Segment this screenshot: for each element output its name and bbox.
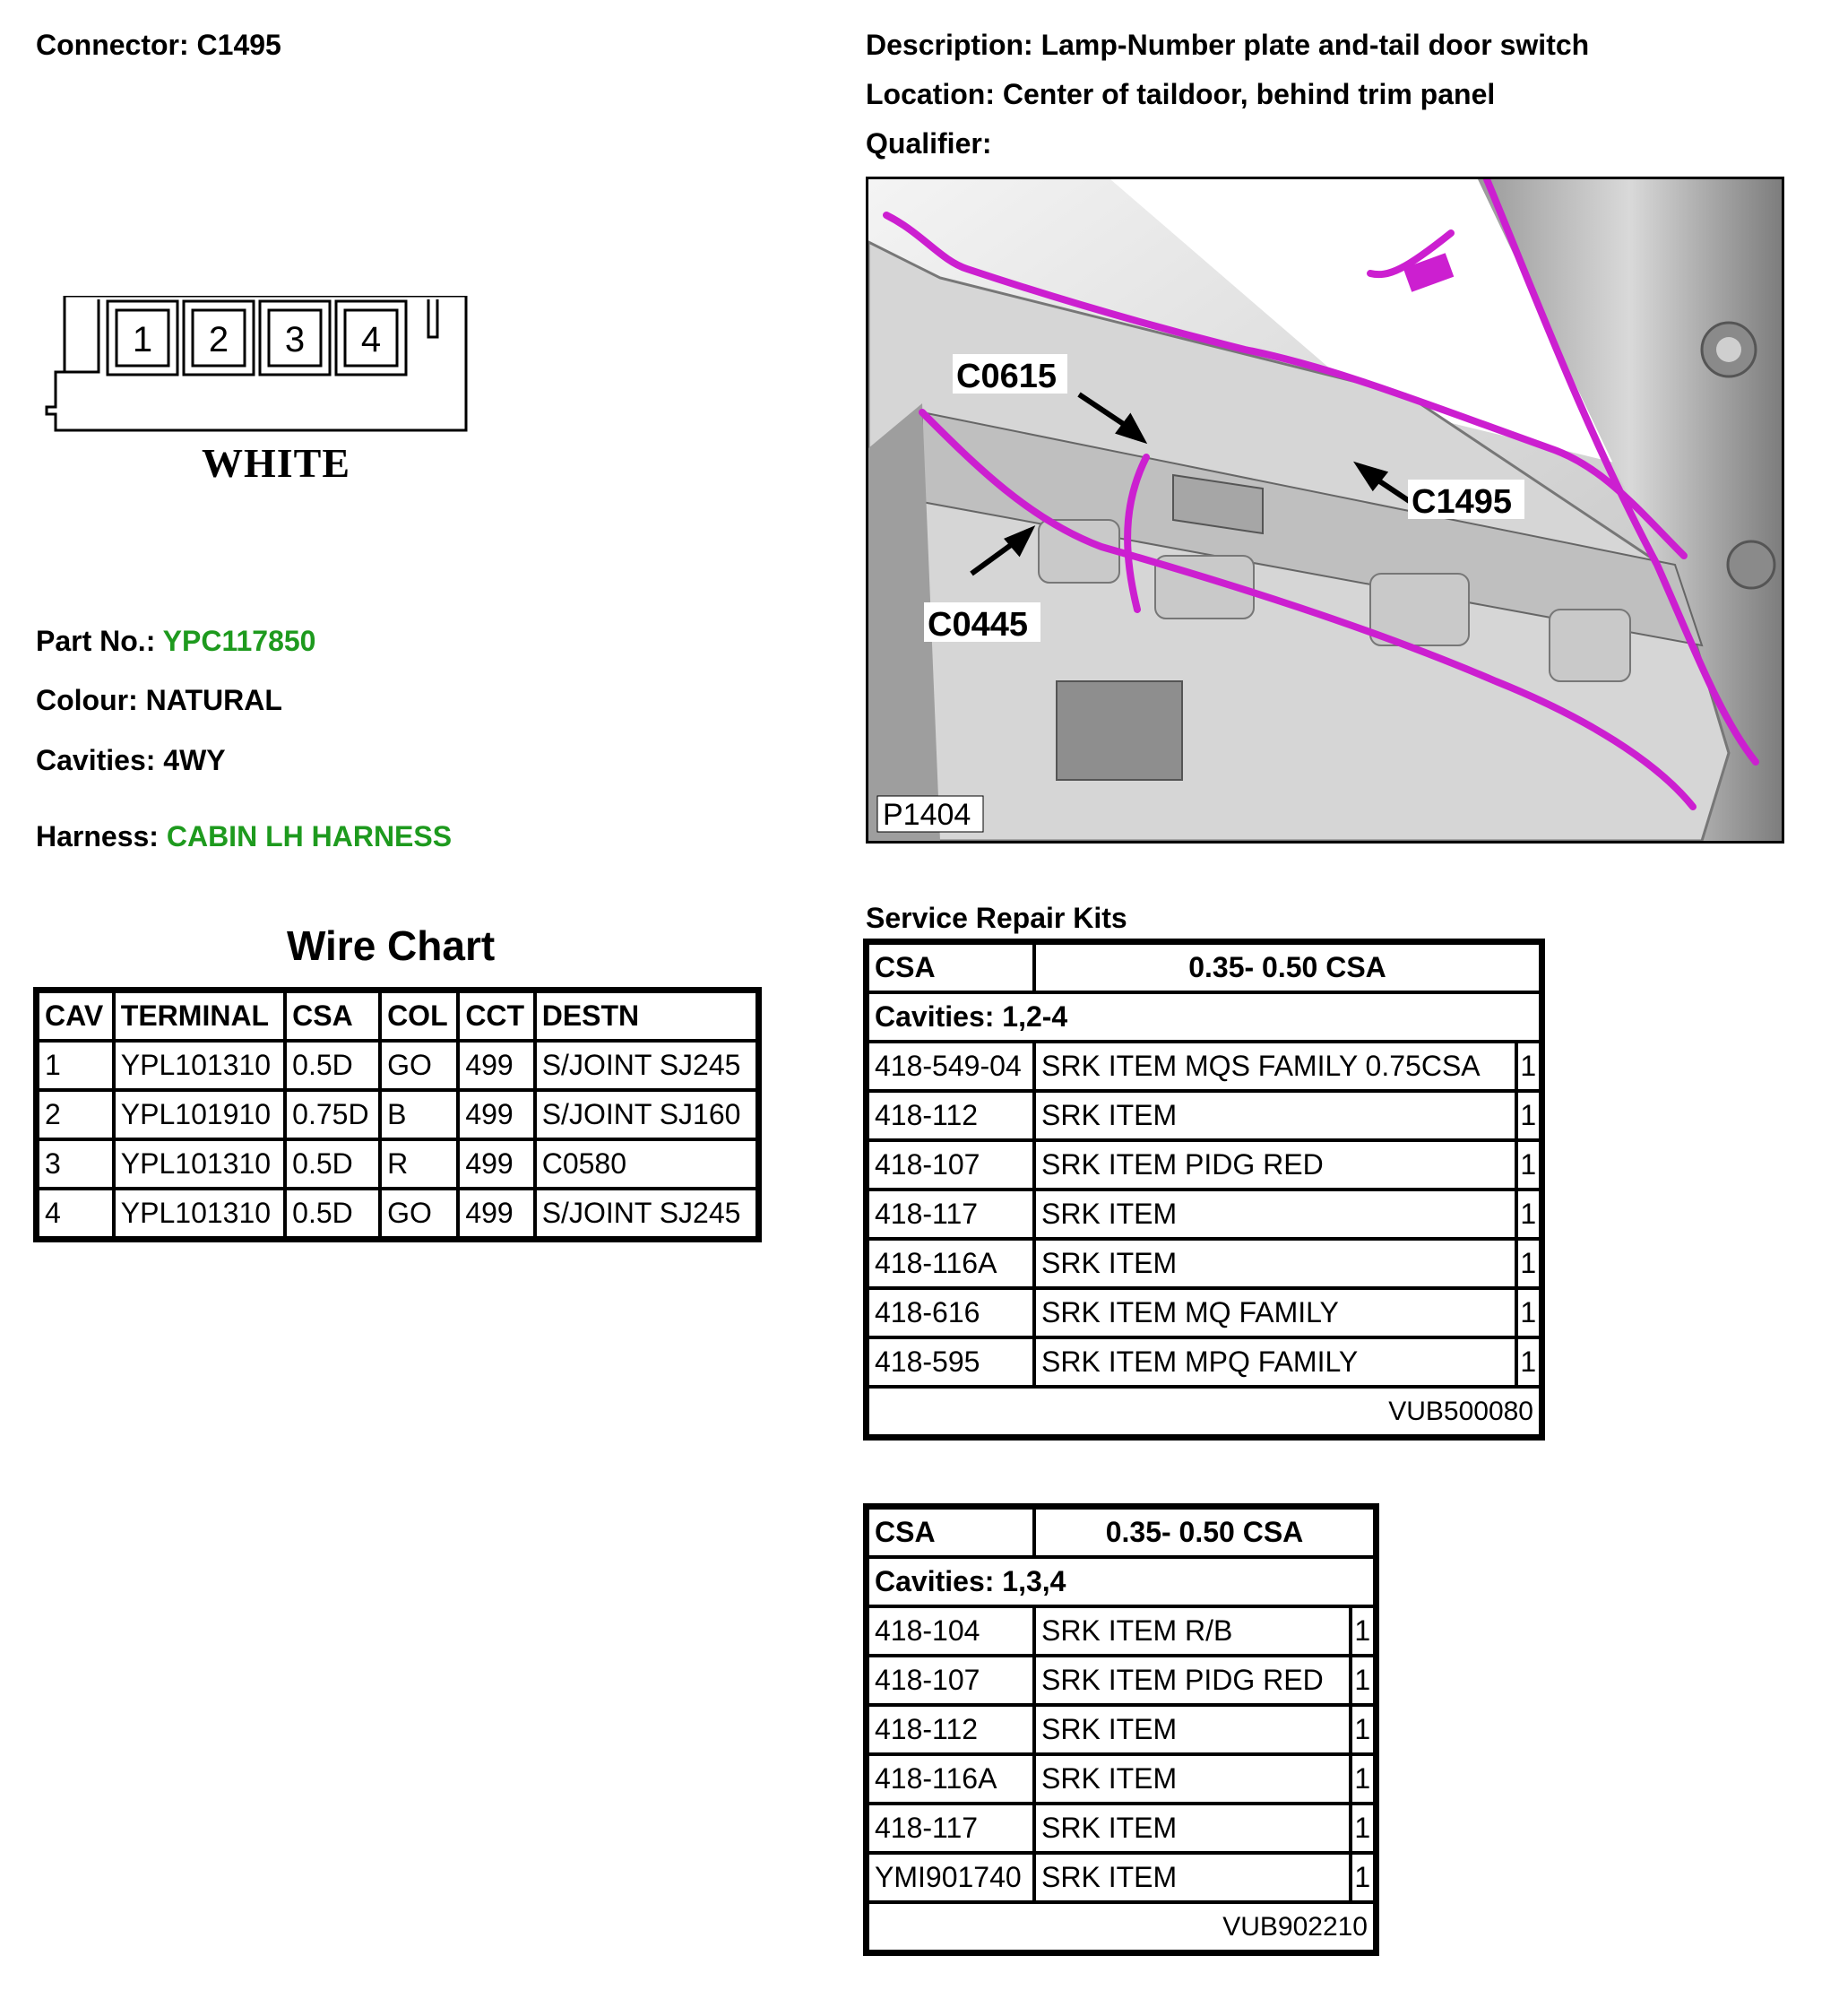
cell: S/JOINT SJ245 <box>535 1189 757 1238</box>
pin-4-label: 4 <box>360 320 382 359</box>
kit-header-row <box>868 943 1541 992</box>
kit-part-no: 418-116A <box>868 1754 1034 1804</box>
cavities-line <box>36 744 226 777</box>
kit-item-qty: 1 <box>1516 1190 1541 1239</box>
cell: 0.75D <box>285 1090 380 1139</box>
table-row <box>38 1139 757 1189</box>
colour-line <box>36 684 282 717</box>
kit-item-qty: 1 <box>1516 1091 1541 1140</box>
cell: 0.5D <box>285 1139 380 1189</box>
repair-kit-table-2 <box>866 1506 1377 1953</box>
table-row <box>38 1041 757 1090</box>
kit-part-no: 418-117 <box>868 1190 1034 1239</box>
cell: YPL101310 <box>114 1139 285 1189</box>
cell: S/JOINT SJ160 <box>535 1090 757 1139</box>
kit-part-no: 418-104 <box>868 1606 1034 1656</box>
table-row <box>868 1190 1541 1239</box>
table-row <box>868 1804 1375 1853</box>
location-value: Center of taildoor, behind trim panel <box>1002 78 1496 110</box>
kit-item-qty: 1 <box>1516 1288 1541 1337</box>
colour-value: NATURAL <box>145 684 282 716</box>
connector-id: C1495 <box>196 29 281 61</box>
table-row <box>38 1189 757 1238</box>
location-photo <box>866 177 1784 844</box>
connector-title <box>36 29 281 62</box>
col-terminal: TERMINAL <box>114 991 285 1041</box>
callout-c0615: C0615 <box>956 358 1057 395</box>
pin-2-label: 2 <box>208 320 229 359</box>
cell: 4 <box>38 1189 114 1238</box>
kit-item-qty: 1 <box>1516 1337 1541 1387</box>
kit-cavities: Cavities: 1,2-4 <box>868 992 1541 1042</box>
table-row <box>868 1606 1375 1656</box>
cell: 499 <box>458 1090 534 1139</box>
cell: YPL101310 <box>114 1041 285 1090</box>
connector-color-label: WHITE <box>202 440 351 486</box>
cell: GO <box>380 1041 458 1090</box>
kit-code: VUB902210 <box>868 1902 1375 1951</box>
taildoor-illustration <box>868 179 1782 841</box>
kit-item-desc: SRK ITEM R/B <box>1034 1606 1351 1656</box>
kit-item-qty: 1 <box>1351 1656 1376 1705</box>
colour-label: Colour: <box>36 684 138 716</box>
col-cct: CCT <box>458 991 534 1041</box>
kit-item-qty: 1 <box>1516 1042 1541 1091</box>
callout-c1495: C1495 <box>1412 483 1512 521</box>
cell: 499 <box>458 1041 534 1090</box>
kit-cavities-row <box>868 1557 1375 1606</box>
part-no-value: YPC117850 <box>162 625 316 657</box>
harness-label: Harness: <box>36 820 159 852</box>
cell: YPL101310 <box>114 1189 285 1238</box>
kit-item-qty: 1 <box>1351 1705 1376 1754</box>
part-no-label: Part No.: <box>36 625 156 657</box>
kit-part-no: 418-616 <box>868 1288 1034 1337</box>
kit-item-desc: SRK ITEM <box>1034 1705 1351 1754</box>
kit-cavities-row <box>868 992 1541 1042</box>
kit-item-desc: SRK ITEM <box>1034 1190 1516 1239</box>
col-csa: CSA <box>285 991 380 1041</box>
kit-item-qty: 1 <box>1516 1239 1541 1288</box>
kit-item-desc: SRK ITEM <box>1034 1853 1351 1902</box>
kit-cavities: Cavities: 1,3,4 <box>868 1557 1375 1606</box>
csa-range: 0.35- 0.50 CSA <box>1034 943 1541 992</box>
kit-part-no: 418-107 <box>868 1140 1034 1190</box>
kit-item-qty: 1 <box>1351 1754 1376 1804</box>
kit-part-no: 418-112 <box>868 1091 1034 1140</box>
kit-part-no: YMI901740 <box>868 1853 1034 1902</box>
kit-part-no: 418-117 <box>868 1804 1034 1853</box>
kit-item-desc: SRK ITEM <box>1034 1754 1351 1804</box>
col-cav: CAV <box>38 991 114 1041</box>
kit-item-qty: 1 <box>1516 1140 1541 1190</box>
table-row <box>868 1754 1375 1804</box>
location-line <box>866 78 1495 111</box>
part-no-line <box>36 625 315 658</box>
kit-item-desc: SRK ITEM <box>1034 1804 1351 1853</box>
cell: 1 <box>38 1041 114 1090</box>
cell: 0.5D <box>285 1189 380 1238</box>
cell: 499 <box>458 1189 534 1238</box>
harness-value: CABIN LH HARNESS <box>166 820 453 852</box>
kit-code-row <box>868 1902 1375 1951</box>
kit-item-qty: 1 <box>1351 1804 1376 1853</box>
photo-ref: P1404 <box>883 798 971 832</box>
kit-item-desc: SRK ITEM <box>1034 1091 1516 1140</box>
kit-item-desc: SRK ITEM MQ FAMILY <box>1034 1288 1516 1337</box>
description-line <box>866 29 1589 62</box>
kit-item-desc: SRK ITEM PIDG RED <box>1034 1140 1516 1190</box>
pin-1-label: 1 <box>132 320 153 359</box>
table-row <box>868 1656 1375 1705</box>
table-row <box>868 1239 1541 1288</box>
csa-range: 0.35- 0.50 CSA <box>1034 1508 1375 1557</box>
cell: C0580 <box>535 1139 757 1189</box>
repair-kit-table-1 <box>866 941 1542 1438</box>
cell: B <box>380 1090 458 1139</box>
kit-item-desc: SRK ITEM <box>1034 1239 1516 1288</box>
kit-part-no: 418-116A <box>868 1239 1034 1288</box>
kit-code-row <box>868 1387 1541 1436</box>
harness-line <box>36 820 452 853</box>
csa-label: CSA <box>868 1508 1034 1557</box>
kit-item-qty: 1 <box>1351 1606 1376 1656</box>
table-row <box>868 1042 1541 1091</box>
wire-chart-table <box>36 990 759 1240</box>
kit-item-desc: SRK ITEM MQS FAMILY 0.75CSA <box>1034 1042 1516 1091</box>
callout-c0445: C0445 <box>928 606 1028 644</box>
kit-code: VUB500080 <box>868 1387 1541 1436</box>
cell: YPL101910 <box>114 1090 285 1139</box>
kit-item-qty: 1 <box>1351 1853 1376 1902</box>
wire-chart-title: Wire Chart <box>287 922 496 969</box>
cell: R <box>380 1139 458 1189</box>
kit-item-desc: SRK ITEM MPQ FAMILY <box>1034 1337 1516 1387</box>
kit-part-no: 418-112 <box>868 1705 1034 1754</box>
cavities-label: Cavities: <box>36 744 156 776</box>
cell: 2 <box>38 1090 114 1139</box>
service-repair-kits-title: Service Repair Kits <box>866 902 1127 934</box>
kit-item-desc: SRK ITEM PIDG RED <box>1034 1656 1351 1705</box>
cell: 499 <box>458 1139 534 1189</box>
kit-part-no: 418-107 <box>868 1656 1034 1705</box>
table-row <box>868 1091 1541 1140</box>
wire-chart-header-row <box>38 991 757 1041</box>
table-row <box>868 1140 1541 1190</box>
connector-label-text: Connector: <box>36 29 189 61</box>
kit-part-no: 418-549-04 <box>868 1042 1034 1091</box>
cell: 3 <box>38 1139 114 1189</box>
kit-part-no: 418-595 <box>868 1337 1034 1387</box>
table-row <box>868 1853 1375 1902</box>
cavities-value: 4WY <box>163 744 226 776</box>
location-label: Location: <box>866 78 995 110</box>
cell: GO <box>380 1189 458 1238</box>
qualifier-label: Qualifier: <box>866 127 992 160</box>
kit-header-row <box>868 1508 1375 1557</box>
description-value: Lamp-Number plate and-tail door switch <box>1040 29 1590 61</box>
cell: 0.5D <box>285 1041 380 1090</box>
table-row <box>868 1288 1541 1337</box>
qualifier-line <box>866 127 991 160</box>
table-row <box>38 1090 757 1139</box>
csa-label: CSA <box>868 943 1034 992</box>
description-label: Description: <box>866 29 1033 61</box>
table-row <box>868 1337 1541 1387</box>
col-col: COL <box>380 991 458 1041</box>
pin-3-label: 3 <box>284 320 306 359</box>
cell: S/JOINT SJ245 <box>535 1041 757 1090</box>
col-destn: DESTN <box>535 991 757 1041</box>
table-row <box>868 1705 1375 1754</box>
